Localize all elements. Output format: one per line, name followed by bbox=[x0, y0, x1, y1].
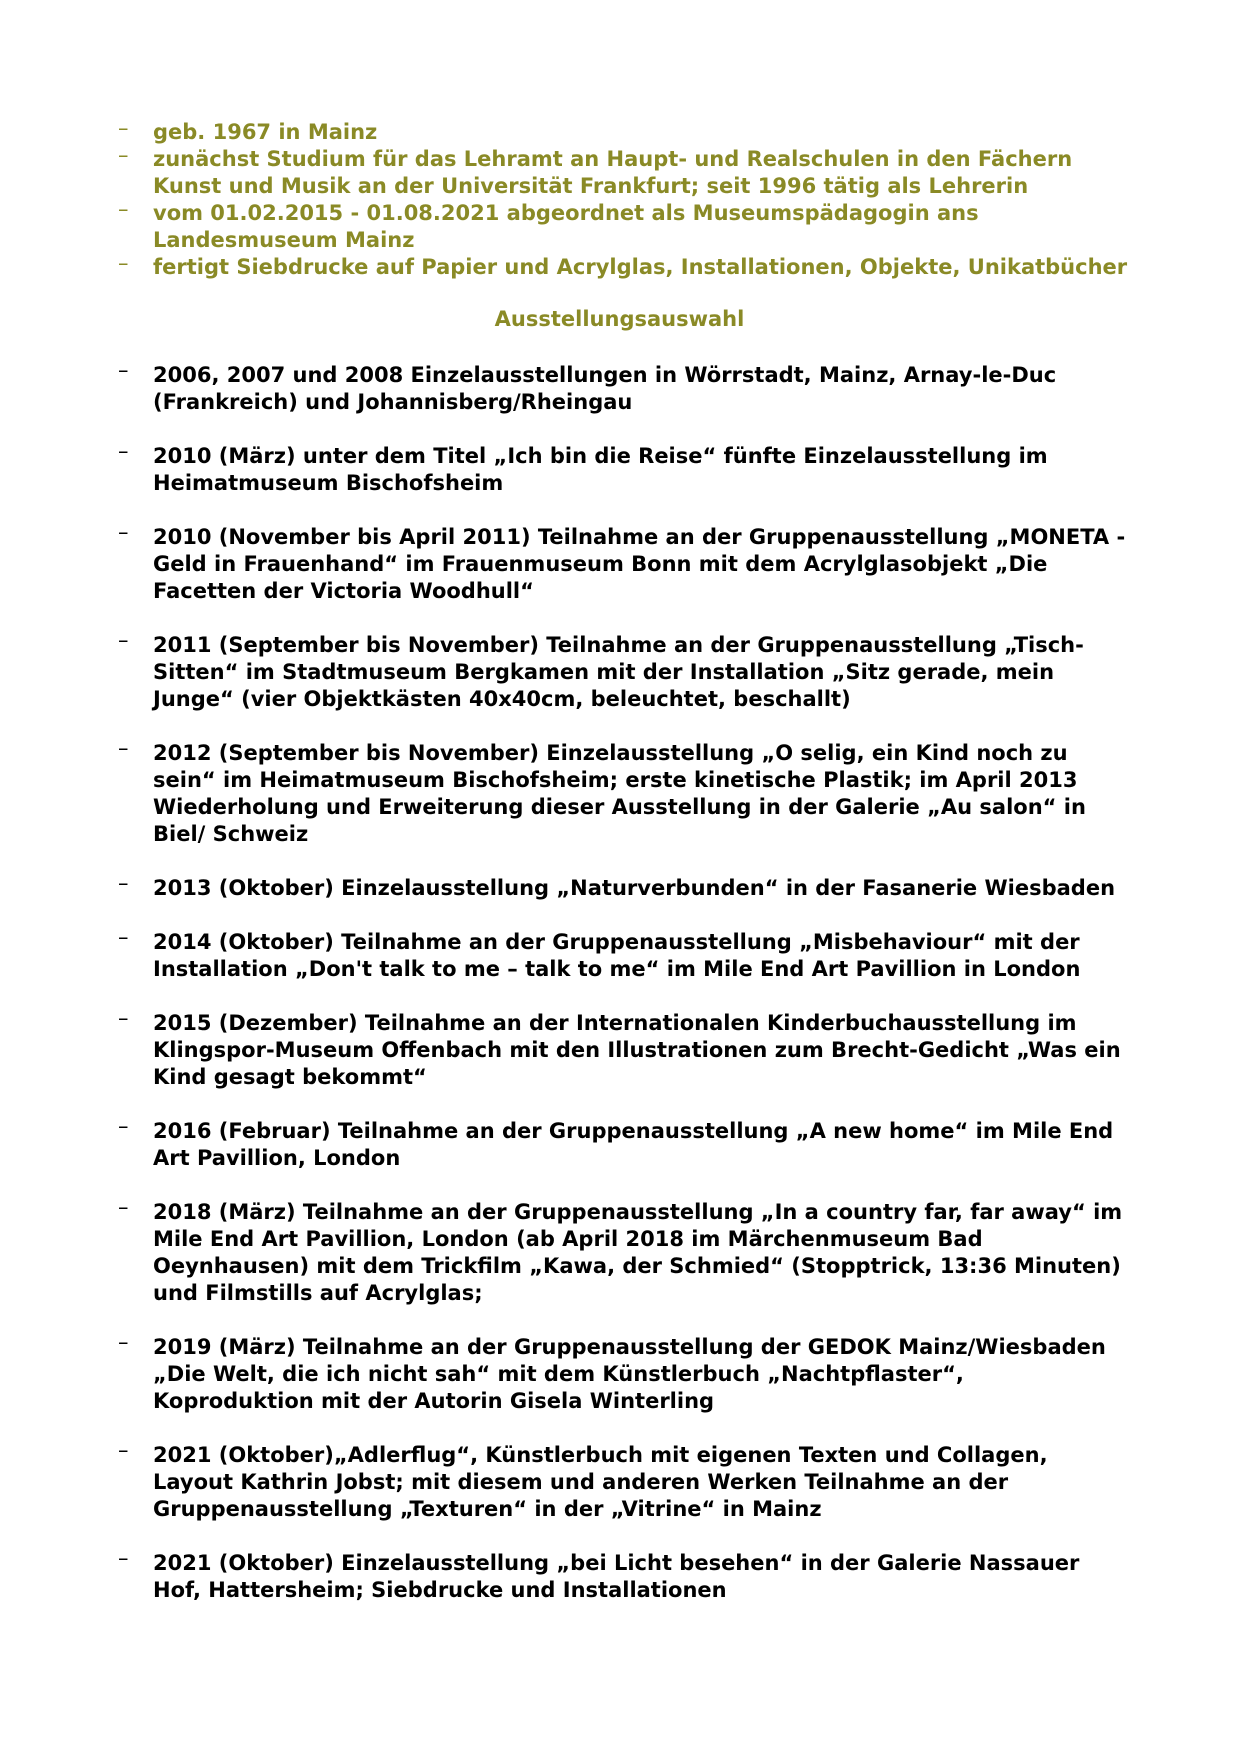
bullet-dash: – bbox=[118, 1438, 129, 1462]
bio-item bbox=[118, 143, 1128, 200]
bullet-dash: – bbox=[118, 736, 129, 760]
exhibition-text: 2006, 2007 und 2008 Einzelausstellungen in Wörrstadt, Mainz, Arnay-le-Duc (Frankreich) und Johannisberg/Rheingau bbox=[153, 363, 1057, 414]
bio-text: geb. 1967 in Mainz bbox=[153, 120, 378, 144]
exhibition-item bbox=[118, 925, 1128, 983]
bullet-dash: – bbox=[118, 871, 129, 895]
exhibition-item bbox=[118, 1006, 1128, 1091]
exhibition-item bbox=[118, 871, 1128, 902]
exhibition-text: 2014 (Oktober) Teilnahme an der Gruppenausstellung „Misbehaviour“ mit der Installation „Don't talk to me – talk to me“ im Mile End Art Pavillion in London bbox=[153, 930, 1081, 981]
exhibition-list bbox=[118, 358, 1128, 1631]
exhibition-item bbox=[118, 1438, 1128, 1523]
bullet-dash: – bbox=[118, 116, 129, 140]
bullet-dash: – bbox=[118, 1546, 129, 1570]
bullet-dash: – bbox=[118, 439, 129, 463]
bio-item bbox=[118, 116, 1128, 146]
bullet-dash: – bbox=[118, 251, 129, 275]
exhibition-text: 2011 (September bis November) Teilnahme an der Gruppenausstellung „Tisch-Sitten“ im Stadtmuseum Bergkamen mit der Installation „Sitz gerade, mein Junge“ (vier Objektkästen 40x40cm, beleuchtet, beschallt) bbox=[153, 633, 1084, 711]
exhibition-text: 2016 (Februar) Teilnahme an der Gruppenausstellung „A new home“ im Mile End Art Pavillion, London bbox=[153, 1119, 1114, 1170]
exhibition-text: 2021 (Oktober)„Adlerflug“, Künstlerbuch mit eigenen Texten und Collagen, Layout Kathrin Jobst; mit diesem und anderen Werken Teilnahme an der Gruppenausstellung „Texturen“ in der „Vitrine“ in Mainz bbox=[153, 1443, 1048, 1521]
exhibition-text: 2019 (März) Teilnahme an der Gruppenausstellung der GEDOK Mainz/Wiesbaden „Die Welt, die ich nicht sah“ mit dem Künstlerbuch „Nachtpflaster“, Koproduktion mit der Autorin Gisela Winterling bbox=[153, 1335, 1106, 1413]
exhibition-item bbox=[118, 358, 1128, 416]
bullet-dash: – bbox=[118, 925, 129, 949]
exhibition-text: 2015 (Dezember) Teilnahme an der Internationalen Kinderbuchausstellung im Klingspor-Museum Offenbach mit den Illustrationen zum Brecht-Gedicht „Was ein Kind gesagt bekommt“ bbox=[153, 1011, 1121, 1089]
bullet-dash: – bbox=[118, 197, 129, 221]
bio-list bbox=[118, 116, 1128, 281]
exhibition-item bbox=[118, 439, 1128, 497]
bio-text: zunächst Studium für das Lehramt an Haupt- und Realschulen in den Fächern Kunst und Musik an der Universität Frankfurt; seit 1996 tätig als Lehrerin bbox=[153, 147, 1073, 198]
exhibition-item bbox=[118, 736, 1128, 848]
exhibition-text: 2010 (November bis April 2011) Teilnahme an der Gruppenausstellung „MONETA - Geld in Frauenhand“ im Frauenmuseum Bonn mit dem Acrylglasobjekt „Die Facetten der Victoria Woodhull“ bbox=[153, 525, 1126, 603]
exhibition-item bbox=[118, 1195, 1128, 1307]
bio-item bbox=[118, 197, 1128, 254]
bio-item bbox=[118, 251, 1128, 281]
exhibition-text: 2010 (März) unter dem Titel „Ich bin die Reise“ fünfte Einzelausstellung im Heimatmuseum Bischofsheim bbox=[153, 444, 1048, 495]
bullet-dash: – bbox=[118, 520, 129, 544]
bullet-dash: – bbox=[118, 143, 129, 167]
exhibition-text: 2018 (März) Teilnahme an der Gruppenausstellung „In a country far, far away“ im Mile End Art Pavillion, London (ab April 2018 im Märchenmuseum Bad Oeynhausen) mit dem Trickfilm „Kawa, der Schmied“ (Stopptrick, 13:36 Minuten) und Filmstills auf Acrylglas; bbox=[153, 1200, 1123, 1305]
bullet-dash: – bbox=[118, 358, 129, 382]
bullet-dash: – bbox=[118, 628, 129, 652]
bio-text: vom 01.02.2015 - 01.08.2021 abgeordnet als Museumspädagogin ans Landesmuseum Mainz bbox=[153, 201, 979, 252]
exhibition-item bbox=[118, 1546, 1128, 1604]
bullet-dash: – bbox=[118, 1195, 129, 1219]
exhibition-text: 2012 (September bis November) Einzelausstellung „O selig, ein Kind noch zu sein“ im Heimatmuseum Bischofsheim; erste kinetische Plastik; im April 2013 Wiederholung und Erweiterung dieser Ausstellung in der Galerie „Au salon“ in Biel/ Schweiz bbox=[153, 741, 1086, 846]
exhibition-item bbox=[118, 520, 1128, 605]
section-heading: Ausstellungsauswahl bbox=[494, 307, 745, 331]
bullet-dash: – bbox=[118, 1114, 129, 1138]
exhibition-item bbox=[118, 628, 1128, 713]
exhibition-text: 2021 (Oktober) Einzelausstellung „bei Licht besehen“ in der Galerie Nassauer Hof, Hattersheim; Siebdrucke und Installationen bbox=[153, 1551, 1080, 1602]
bullet-dash: – bbox=[118, 1330, 129, 1354]
exhibition-item bbox=[118, 1330, 1128, 1415]
exhibition-text: 2013 (Oktober) Einzelausstellung „Naturverbunden“ in der Fasanerie Wiesbaden bbox=[153, 876, 1116, 900]
bio-text: fertigt Siebdrucke auf Papier und Acrylglas, Installationen, Objekte, Unikatbücher bbox=[153, 255, 1128, 279]
exhibition-item bbox=[118, 1114, 1128, 1172]
bullet-dash: – bbox=[118, 1006, 129, 1030]
